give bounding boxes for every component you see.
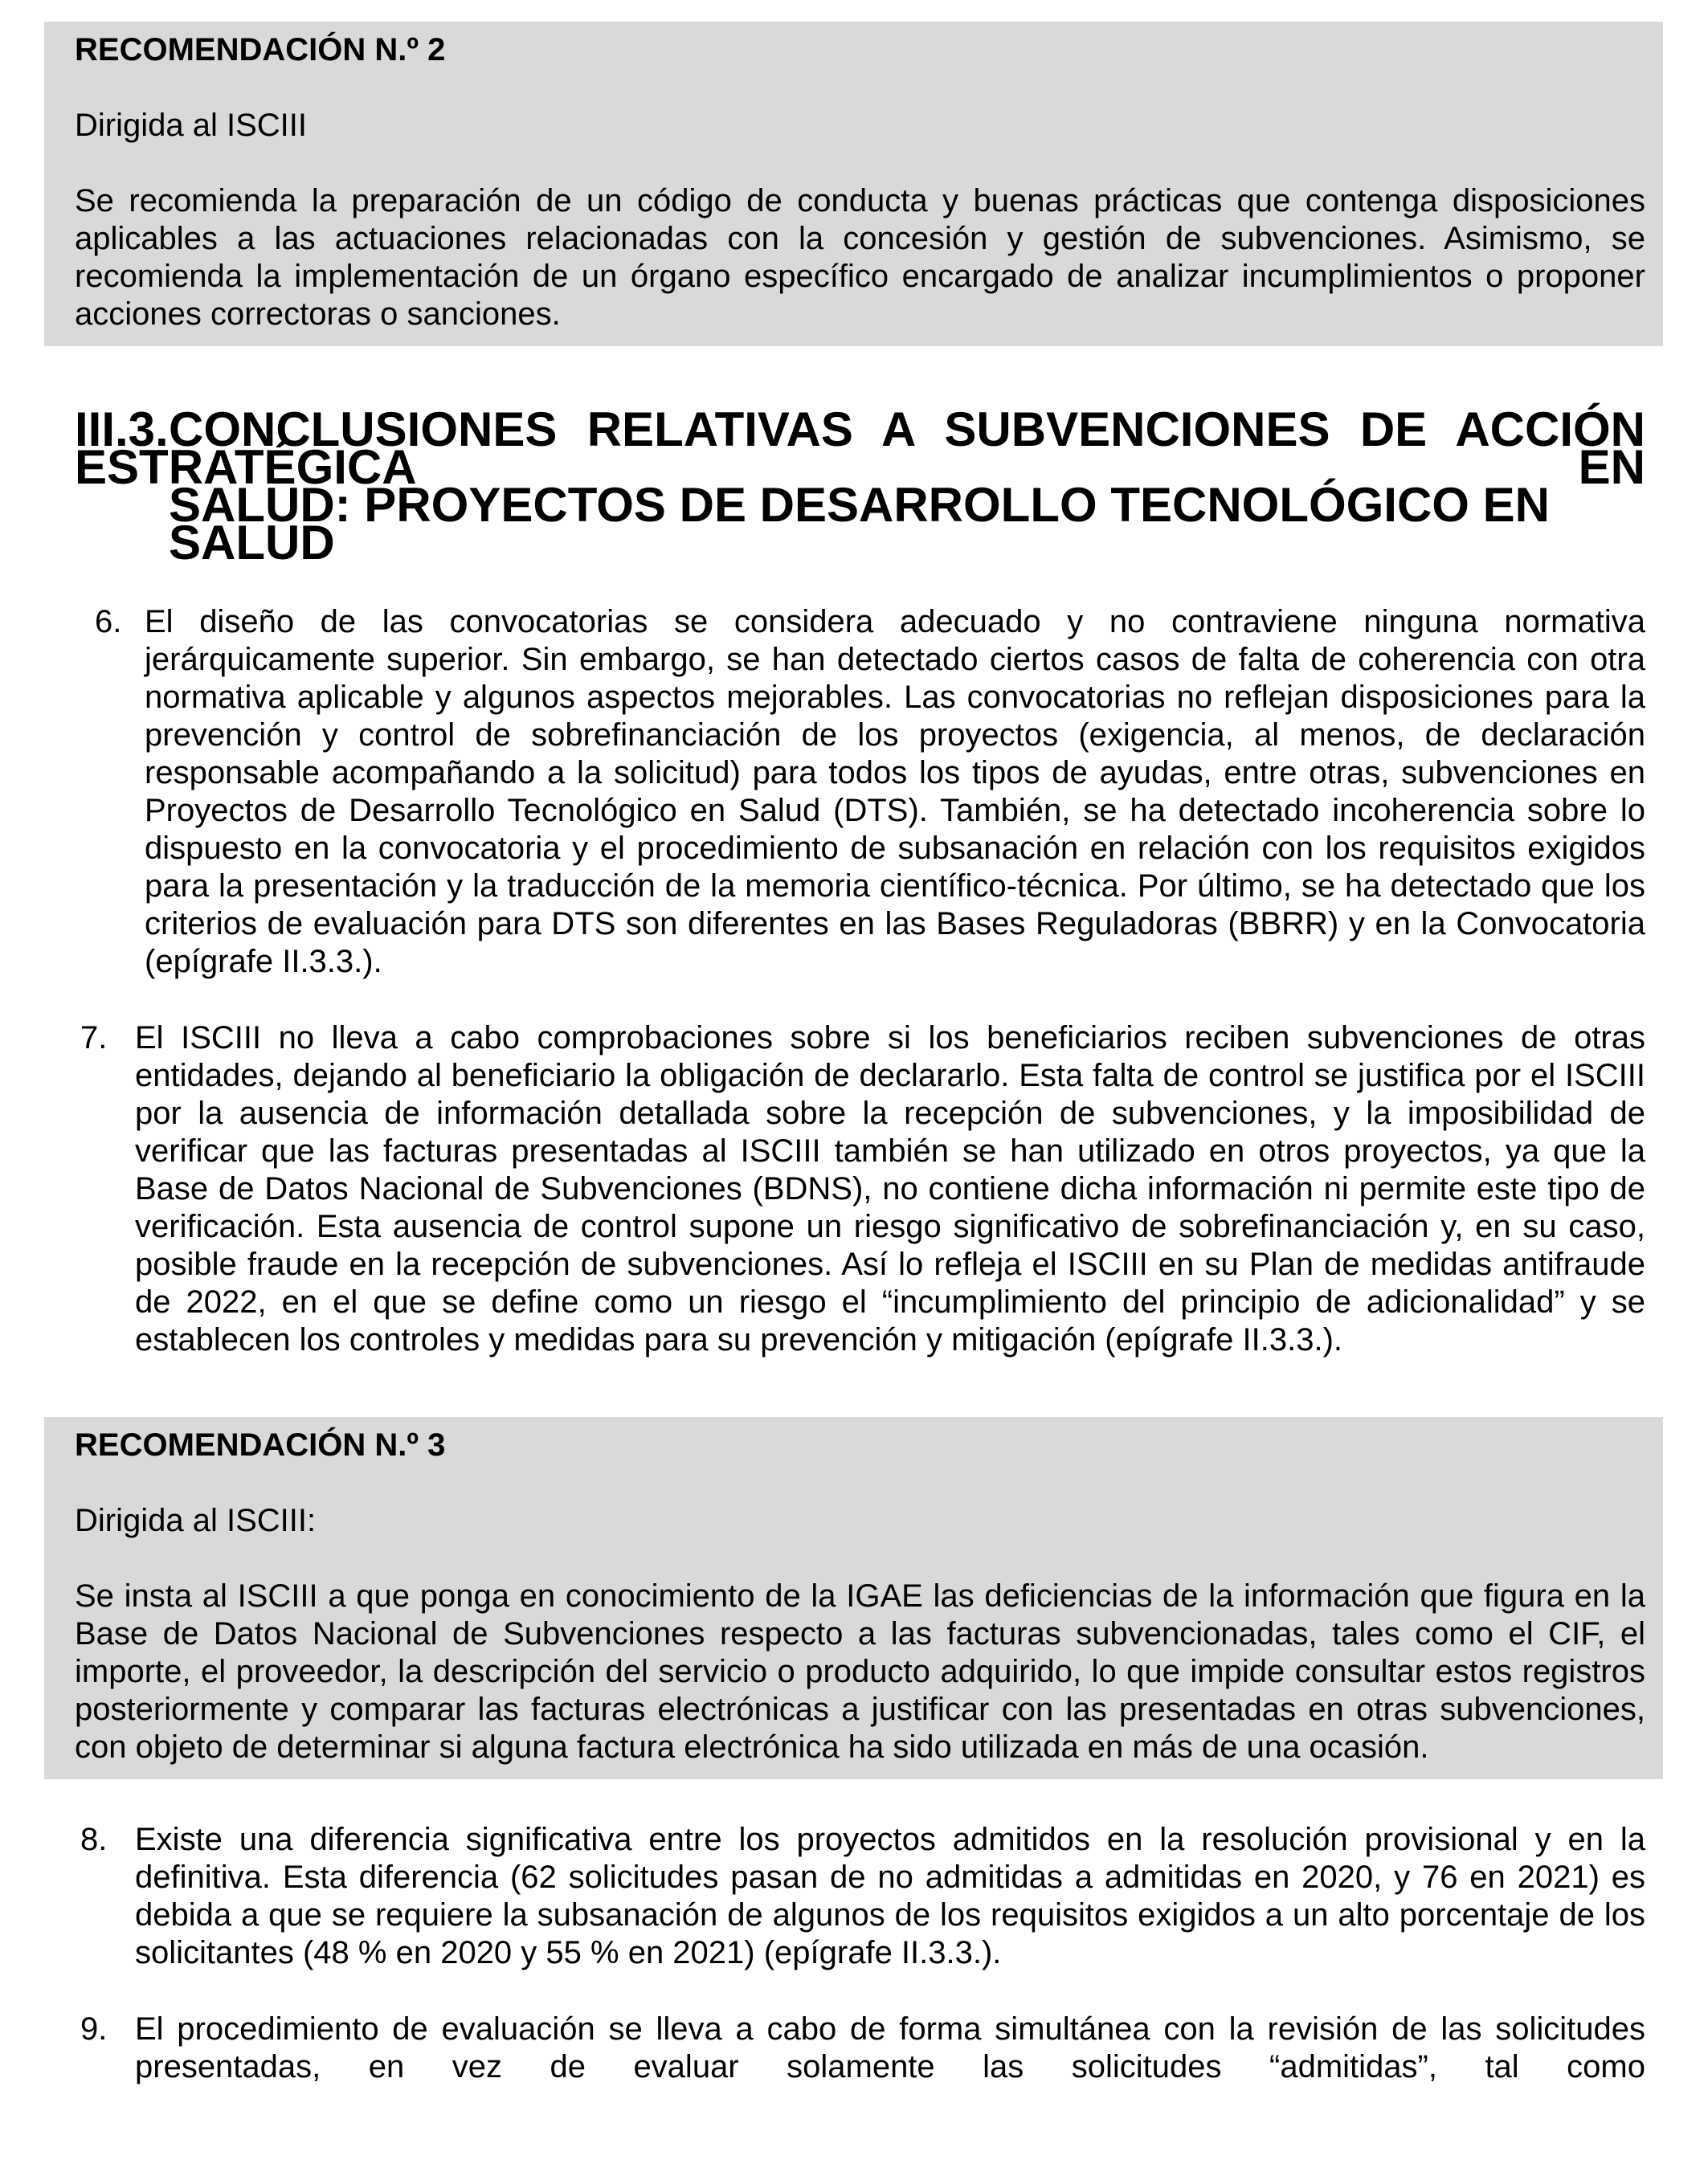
- conclusion-6-text: El diseño de las convocatorias se considera adecuado y no contraviene ninguna normativa jerárquicamente superior. Sin embargo, se han detectado ciertos casos de falta de coherencia con otra normativa aplicable y algunos aspectos mejorables. Las convocatorias no reflejan disposiciones para la prevención y control de sobrefinanciación de los proyectos (exigencia, al menos, de declaración responsable acompañando a la solicitud) para todos los tipos de ayudas, entre otras, subvenciones en Proyectos de Desarrollo Tecnológico en Salud (DTS). También, se ha detectado incoherencia sobre lo dispuesto en la convocatoria y el procedimiento de subsanación en relación con los requisitos exigidos para la presentación y la traducción de la memoria científico-técnica. Por último, se ha detectado que los criterios de evaluación para DTS son diferentes en las Bases Reguladoras (BBRR) y en la Convocatoria (epígrafe II.3.3.).: [145, 604, 1645, 979]
- conclusion-item-9: [75, 2011, 1645, 2086]
- conclusion-8-number: 8.: [80, 1822, 108, 1857]
- conclusion-8-text: Existe una diferencia significativa entre los proyectos admitidos en la resolución provisional y en la definitiva. Esta diferencia (62 solicitudes pasan de no admitidas a admitidas en 2020, y 76 en 2021) es debida a que se requiere la subsanación de algunos de los requisitos exigidos a un alto porcentaje de los solicitantes (48 % en 2020 y 55 % en 2021) (epígrafe II.3.3.).: [135, 1822, 1645, 1970]
- section-number: III.3.: [75, 402, 169, 456]
- section-title-line-2: SALUD: PROYECTOS DE DESARROLLO TECNOLÓGICO EN SALUD: [169, 478, 1550, 570]
- conclusion-9-number: 9.: [80, 2011, 108, 2047]
- conclusion-item-8: [75, 1821, 1645, 1972]
- recommendation-3-addressee: Dirigida al ISCIII:: [75, 1503, 317, 1538]
- conclusion-item-7: [75, 1019, 1645, 1359]
- recommendation-2-title: RECOMENDACIÓN N.º 2: [75, 32, 446, 67]
- recommendation-2-addressee: Dirigida al ISCIII: [75, 108, 307, 143]
- recommendation-3-body: Se insta al ISCIII a que ponga en conocimiento de la IGAE las deficiencias de la información que figura en la Base de Datos Nacional de Subvenciones respecto a las facturas subvencionadas, tales como el CIF, el importe, el proveedor, la descripción del servicio o producto adquirido, lo que impide consultar estos registros posteriormente y comparar las facturas electrónicas a justificar con las presentadas en otras subvenciones, con objeto de determinar si alguna factura electrónica ha sido utilizada en más de una ocasión.: [75, 1578, 1645, 1765]
- conclusion-7-text: El ISCIII no lleva a cabo comprobaciones sobre si los beneficiarios reciben subvenciones de otras entidades, dejando al beneficiario la obligación de declararlo. Esta falta de control se justifica por el ISCIII por la ausencia de información detallada sobre la recepción de subvenciones, y la imposibilidad de verificar que las facturas presentadas al ISCIII también se han utilizado en otros proyectos, ya que la Base de Datos Nacional de Subvenciones (BDNS), no contiene dicha información ni permite este tipo de verificación. Esta ausencia de control supone un riesgo significativo de sobrefinanciación y, en su caso, posible fraude en la recepción de subvenciones. Así lo refleja el ISCIII en su Plan de medidas antifraude de 2022, en el que se define como un riesgo el “incumplimiento del principio de adicionalidad” y se establecen los controles y medidas para su prevención y mitigación (epígrafe II.3.3.).: [135, 1020, 1645, 1358]
- recommendation-3-title: RECOMENDACIÓN N.º 3: [75, 1427, 446, 1463]
- recommendation-box-3: [44, 1417, 1663, 1779]
- conclusion-6-number: 6.: [95, 604, 122, 639]
- recommendation-2-body: Se recomienda la preparación de un código de conducta y buenas prácticas que contenga disposiciones aplicables a las actuaciones relacionadas con la concesión y gestión de subvenciones. Asimismo, se recomienda la implementación de un órgano específico encargado de analizar incumplimientos o proponer acciones correctoras o sanciones.: [75, 183, 1645, 332]
- conclusion-7-number: 7.: [80, 1020, 108, 1055]
- conclusion-item-6: [75, 603, 1645, 981]
- section-heading: [75, 402, 1645, 570]
- section-title-line-1: CONCLUSIONES RELATIVAS A SUBVENCIONES DE ACCIÓN ESTRATÉGICA EN: [75, 402, 1645, 494]
- conclusion-9-text: El procedimiento de evaluación se lleva a cabo de forma simultánea con la revisión de las solicitudes presentadas, en vez de evaluar solamente las solicitudes “admitidas”, tal como: [135, 2011, 1645, 2084]
- recommendation-box-2: [44, 22, 1663, 346]
- section-heading-line-1: [75, 402, 1645, 494]
